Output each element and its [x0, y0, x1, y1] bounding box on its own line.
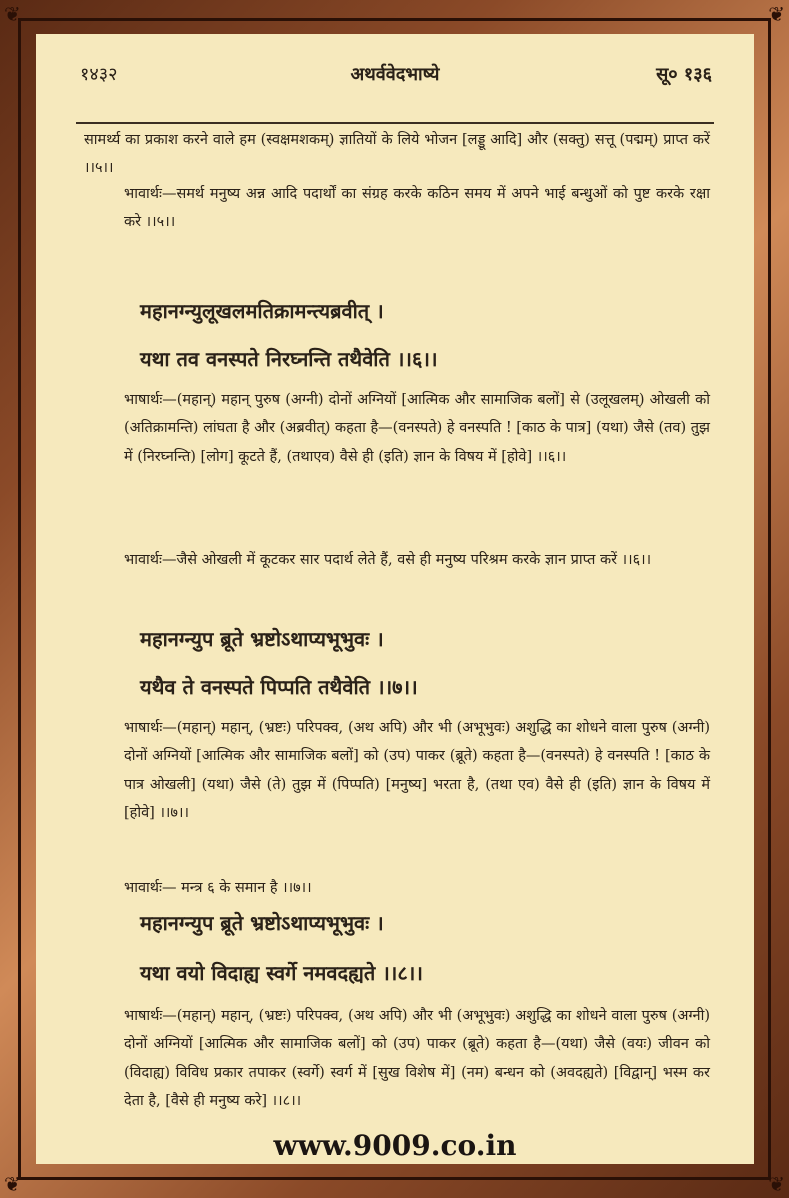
paragraph: सामर्थ्य का प्रकाश करने वाले हम (स्वक्षमशकम्) ज्ञातियों के लिये भोजन [लड्डू आदि] और (सक्तु) सत्तू (पद्मम्) प्राप्त करें ।।५।। [84, 132, 710, 177]
corner-ornament-icon: ❦ [768, 1172, 785, 1196]
site-url[interactable]: www.9009.co.in [273, 1129, 517, 1162]
corner-ornament-icon: ❦ [4, 2, 21, 26]
verse-line: महानग्न्युप ब्रूते भ्रष्टोऽथाप्यभूभुवः । [140, 911, 384, 935]
page-number: १४३२ [80, 64, 118, 85]
page [36, 34, 754, 1164]
verse-line: यथा तव वनस्पते निरघ्नन्ति तथैवेति ।।६।। [140, 347, 438, 371]
paragraph: भावार्थः—समर्थ मनुष्य अन्न आदि पदार्थों का संग्रह करके कठिन समय में अपने भाई बन्धुओं को पुष्ट करके रक्षा करे ।।५।। [124, 186, 710, 231]
paragraph: भाषार्थः—(महान्) महान्, (भ्रष्टः) परिपक्व, (अथ अपि) और भी (अभूभुवः) अशुद्धि का शोधने वाला पुरुष (अग्नी) दोनों अग्नियों [आत्मिक और सामाजिक बलों] को (उप) पाकर (ब्रूते) कहता है—(वनस्पते) हे वनस्पति ! [काठ के पात्र ओखली] (यथा) जैसे (ते) तुझ में (पिप्पति) [मनुष्य] भरता है, (तथा एव) वैसे ही (इति) ज्ञान के विषय में [होवे] ।।७।। [124, 720, 710, 821]
paragraph: भावार्थः—जैसे ओखली में कूटकर सार पदार्थ लेते हैं, वसे ही मनुष्य परिश्रम करके ज्ञान प्राप्त करें ।।६।। [124, 552, 652, 568]
book-title: अथर्ववेदभाष्ये [350, 64, 440, 85]
corner-ornament-icon: ❦ [4, 1172, 21, 1196]
verse-line: महानग्न्युलूखलमतिक्रामन्त्यब्रवीत् । [140, 299, 384, 323]
paragraph: भाषार्थः—(महान्) महान्, (भ्रष्टः) परिपक्व, (अथ अपि) और भी (अभूभुवः) अशुद्धि का शोधने वाला पुरुष (अग्नी) दोनों अग्नियों [आत्मिक और सामाजिक बलों] को (उप) पाकर (ब्रूते) कहता है—(यथा) जैसे (वयः) जीवन को (विदाह्य) विविध प्रकार तपाकर (स्वर्गे) स्वर्ग में [सुख विशेष में] (नम) बन्धन को (अवदह्यते) [विद्वान्] भस्म कर देता है, [वैसे ही मनुष्य करे] ।।८।। [124, 1008, 710, 1109]
verse-line: यथैव ते वनस्पते पिप्पति तथैवेति ।।७।। [140, 675, 418, 699]
paragraph: भाषार्थः—(महान्) महान् पुरुष (अग्नी) दोनों अग्नियों [आत्मिक और सामाजिक बलों] से (उलूखलम्) ओखली को (अतिक्रामन्ति) लांघता है और (अब्रवीत्) कहता है—(वनस्पते) हे वनस्पति ! [काठ के पात्र] (यथा) जैसे (तव) तुझ में (निरघ्नन्ति) [लोग] कूटते हैं, (तथाएव) वैसे ही (इति) ज्ञान के विषय में [होवे] ।।६।। [124, 392, 710, 465]
running-header [72, 62, 718, 94]
sukta-number: सू० १३६ [656, 64, 712, 85]
paragraph: भावार्थः— मन्त्र ६ के समान है ।।७।। [124, 880, 312, 896]
header-rule [76, 122, 714, 124]
verse-line: महानग्न्युप ब्रूते भ्रष्टोऽथाप्यभूभुवः । [140, 627, 384, 651]
verse-line: यथा वयो विदाह्य स्वर्गे नमवदह्यते ।।८।। [140, 961, 423, 985]
corner-ornament-icon: ❦ [768, 2, 785, 26]
footer-band [36, 1124, 754, 1164]
